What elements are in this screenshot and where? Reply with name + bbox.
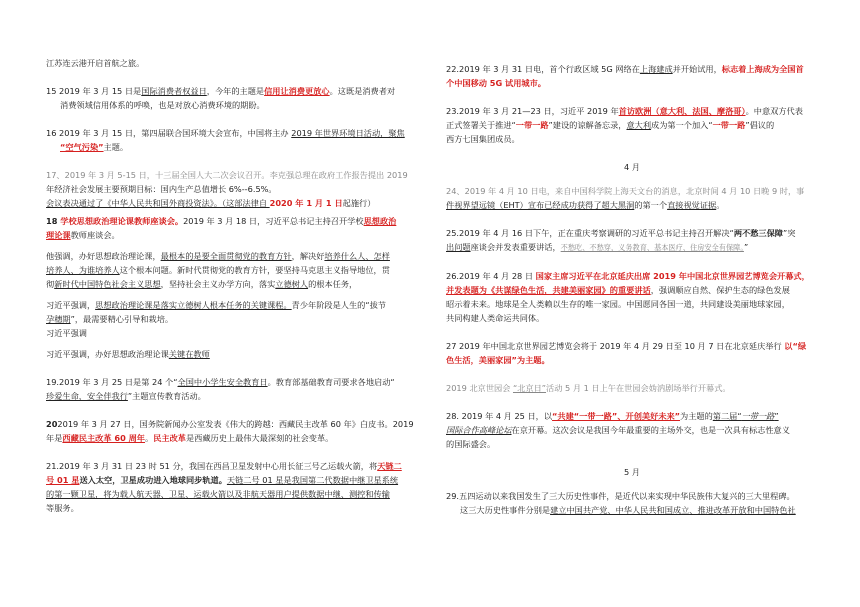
item-23: 23.2019 年 3 月 21—23 日，习近平 2019 年首访欧洲（意大利、法国、摩洛哥）。中意双方代表 正式签署关于推进“一带一路”建设的谅解备忘录，意大利成为第一个加入“一带一路”倡议的 西方七国集团成员。 [446,106,803,144]
month-heading-april: 4 月 [624,162,640,172]
item-25: 25.2019 年 4 月 16 日下午，正在重庆考察调研的习近平总书记主持召开解决“两不愁三保障”突 出问题座谈会并发表重要讲话，不愁吃、不愁穿，义务教育、基本医疗、住房安全有保障。” [446,228,796,252]
item-24: 24、2019 年 4 月 10 日电，来自中国科学院上海天文台的消息，北京时间 4 月 10 日晚 9 时，事 件视界望远镜（EHT）宣布已经成功获得了超大黑洞的第一个直接视觉证据。 [446,186,805,210]
month-heading-may: 5 月 [624,467,640,477]
item-26: 26.2019 年 4 月 28 日 国家主席习近平在北京延庆出席 2019 年中国北京世界园艺博览会开幕式， 并发表题为《共谋绿色生活，共建美丽家园》的重要讲话，强调顺应自然、保护生态的绿色发展 昭示着未来。地球是全人类赖以生存的唯一家园。中国愿同各国一道，共同建设美丽地球家园， 共同构建人类命运共同体。 [446,271,810,323]
item-22: 22.2019 年 3 月 31 日电，首个行政区域 5G 网络在上海建成并开始试用，标志着上海成为全国首 个中国移动 5G 试用城市。 [446,64,804,88]
item-18-emphasis: 他强调，办好思想政治理论课，最根本的是要全面贯彻党的教育方针，解决好培养什么人、怎样 培养人、为谁培养人这个根本问题。新时代贯彻党的教育方针，要坚持马克思主义指导地位，贯 彻新时代中国特色社会主义思想，坚持社会主义办学方向，落实立德树人的根本任务， [46,251,390,289]
item-17: 17、2019 年 3 月 5-15 日，十三届全国人大二次会议召开。李克强总理在政府工作报告提出 2019 年经济社会发展主要预期目标：国内生产总值增长 6%--6.5%。 会议表决通过了《中华人民共和国外商投资法》。（这部法律自 2020 年 1 月 1 日起施行） [46,170,408,208]
xi-remarks-label: 习近平强调 [46,328,87,338]
item-15: 15 2019 年 3 月 15 日是国际消费者权益日，今年的主题是信用让消费更放心。这既是消费者对 消费领域信用体系的呼唤，也是对放心消费环境的期盼。 [46,86,396,110]
paragraph-continuation: 江苏连云港开启首航之旅。 [46,58,145,68]
item-20: 202019 年 3 月 27 日，国务院新闻办公室发表《伟大的跨越：西藏民主改革 60 年》白皮书。2019 年是西藏民主改革 60 周年。民主改革是西藏历史上最伟大最深刻的社会变革。 [46,419,414,443]
left-column [46,56,418,515]
right-column [446,62,818,517]
expo-beijing-day: 2019 北京世园会 “北京日”活动 5 月 1 日上午在世园会妫汭剧场举行开幕式。 [446,383,731,393]
item-28: 28. 2019 年 4 月 25 日，以“共建“一带一路”、开创美好未来”为主题的第二届“一带一路” 国际合作高峰论坛在京开幕。这次会议是我国今年最重要的主场外交，也是一次具有标志性意义 的国际盛会。 [446,411,790,449]
item-21: 21.2019 年 3 月 31 日 23 时 51 分，我国在西昌卫星发射中心用长征三号乙运载火箭，将天链二 号 01 星送入太空，卫星成功进入地球同步轨道。天链二号 01 星是我国第二代数据中继卫星系统 的第一颗卫星，将为载人航天器、卫星、运载火箭以及非航天器用户提供数据中继、测控和传输 等服务。 [46,461,402,513]
item-18-teachers: 习近平强调，办好思想政治理论课关键在教师 [46,349,210,359]
item-18-xi-remarks: 习近平强调，思想政治理论课是落实立德树人根本任务的关键课程。青少年阶段是人生的“拔节 孕穗期”，最需要精心引导和栽培。 [46,300,386,324]
item-19: 19.2019 年 3 月 25 日是第 24 个“全国中小学生安全教育日。教育部基础教育司要求各地启动“ 珍爱生命，安全伴我行”主题宣传教育活动。 [46,377,395,401]
item-16: 16 2019 年 3 月 15 日，第四届联合国环境大会宣布，中国将主办 2019 年世界环境日活动，聚焦 “空气污染”主题。 [46,128,405,152]
item-29: 29.五四运动以来我国发生了三大历史性事件，是近代以来实现中华民族伟大复兴的三大里程碑。 这三大历史性事件分别是建立中国共产党、中华人民共和国成立、推进改革开放和中国特色社 [446,491,796,515]
item-18: 18 学校思想政治理论课教师座谈会。2019 年 3 月 18 日，习近平总书记主持召开学校思想政治 理论课教师座谈会。 [46,216,397,240]
item-27: 27 2019 年中国北京世界园艺博览会将于 2019 年 4 月 29 日至 10 月 7 日在北京延庆举行 以“绿 色生活，美丽家园”为主题。 [446,341,807,365]
